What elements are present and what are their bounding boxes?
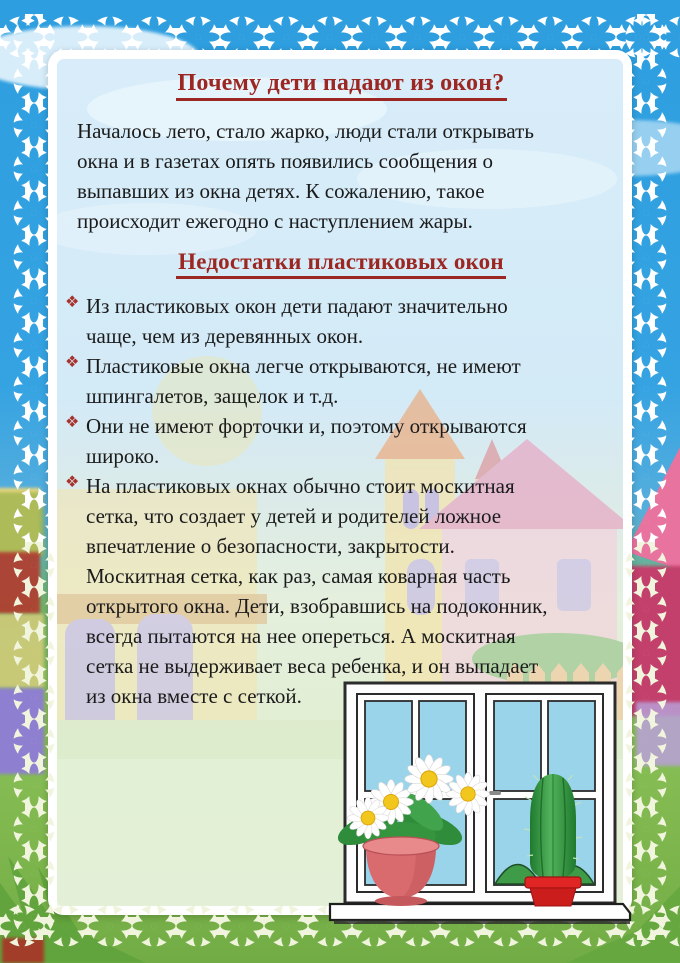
intro-line: происходит ежегодно с наступлением жары. [77,209,473,234]
bullet-line: чаще, чем из деревянных окон. [86,324,364,349]
diamond-bullet-icon: ❖ [65,352,80,372]
bullet-line: Из пластиковых окон дети падают значительно [86,294,508,319]
bullet-line: Они не имеют форточки и, поэтому открываются [86,414,527,439]
list-item [66,351,613,411]
intro-line: окна и в газетах опять появились сообщения о [77,149,494,174]
crimson-house-shape [630,566,680,716]
list-item [66,471,613,711]
bullet-line: сетка не выдерживает веса ребенка, и он выпадает [86,654,539,679]
bullet-line: впечатление о безопасности, закрытости. [86,534,455,559]
intro-line: Началось лето, стало жарко, люди стали открывать [77,119,534,144]
bullet-line: Пластиковые окна легче открываются, не имеют [86,354,521,379]
diamond-bullet-icon: ❖ [65,412,80,432]
purple-house-shape [0,688,44,774]
section-heading-text: Недостатки пластиковых окон [176,248,506,279]
bullet-line: открытого окна. Дети, взобравшись на подоконник, [86,594,548,619]
bullet-line: из окна вместе с сеткой. [86,684,302,709]
bullet-line: Москитная сетка, как раз, самая коварная часть [86,564,511,589]
bullet-line: всегда пытаются на нее опереться. А москитная [86,624,516,649]
red-flower-shape [0,552,40,614]
windowsill [330,904,630,924]
bullet-list [65,291,613,711]
bullet-line: шпингалетов, защелок и т.д. [86,384,339,409]
title-text: Почему дети падают из окон? [176,69,507,101]
window-illustration [328,680,632,932]
bullet-line: На пластиковых окнах обычно стоит москитная [86,474,515,499]
list-item [66,411,613,471]
intro-line: выпавших из окна детях. К сожалению, такое [77,179,485,204]
poster-content [57,59,623,711]
window-handle [489,791,501,795]
section-heading [69,248,613,279]
bullet-line: сетка, что создает у детей и родителей ложное [86,504,502,529]
khaki-shape [0,614,44,688]
diamond-bullet-icon: ❖ [65,292,80,312]
intro-paragraph [77,116,613,236]
list-item [66,291,613,351]
diamond-bullet-icon: ❖ [65,472,80,492]
red-shape [2,938,44,963]
olive-roof-shape [0,492,44,556]
lavender-shape [636,702,680,766]
bullet-line: широко. [86,444,160,469]
page-title [69,69,613,101]
